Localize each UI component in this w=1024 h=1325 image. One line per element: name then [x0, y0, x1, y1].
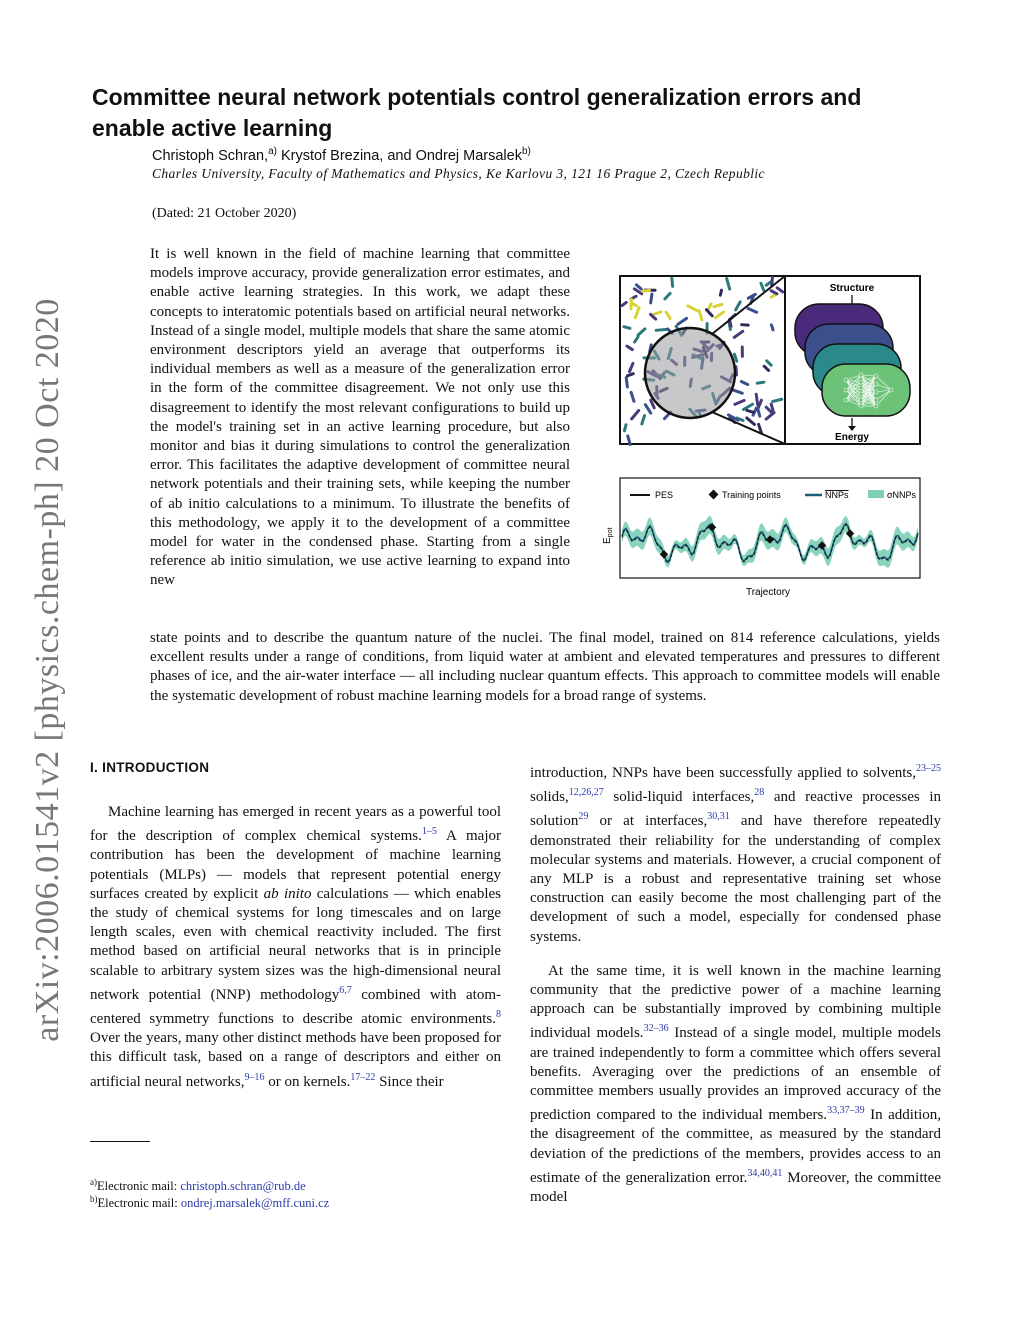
left-column: [90, 803, 501, 1092]
abstract-figure: [600, 268, 940, 608]
molecule-bond: [757, 382, 764, 383]
author-2-3: Krystof Brezina, and Ondrej Marsalek: [276, 147, 522, 164]
author-1-mark: a): [268, 146, 277, 157]
molecule-bond: [624, 327, 630, 329]
arxiv-stamp: arXiv:2006.01541v2 [physics.chem-ph] 20 Oct 2020: [29, 298, 66, 1042]
ref-link[interactable]: 9–16: [244, 1071, 265, 1083]
ref-link[interactable]: 33,37–39: [827, 1105, 865, 1117]
ref-link[interactable]: 28: [754, 787, 765, 799]
ref-link[interactable]: 34,40,41: [747, 1167, 783, 1179]
nn-node: [844, 388, 848, 392]
footnote-2: $^{b)}$Electronic mail: ondrej.marsalek@mff.cuni.cz: [90, 1194, 330, 1211]
nn-node: [889, 388, 893, 392]
nn-node: [859, 373, 863, 377]
author-1: Christoph Schran,: [152, 147, 269, 164]
molecule-bond: [624, 425, 626, 431]
ref-link[interactable]: 32–36: [643, 1023, 669, 1035]
molecule-bond: [771, 404, 773, 410]
y-axis-label: $E_{pot}$: [602, 527, 614, 544]
ref-link[interactable]: 29: [578, 811, 589, 823]
email-link[interactable]: ondrej.marsalek@mff.cuni.cz: [180, 1196, 330, 1211]
nn-node: [874, 382, 878, 386]
paper-title: Committee neural network potentials control generalization errors and enable active learning: [92, 84, 862, 141]
author-3-mark: b): [521, 146, 531, 157]
ref-link[interactable]: 30,31: [707, 811, 730, 823]
molecule-bond: [627, 374, 633, 376]
ref-link[interactable]: 6,7: [339, 984, 352, 996]
affiliation: Charles University, Faculty of Mathematics and Physics, Ke Karlovu 3, 121 16 Prague 2, Czech Republic: [152, 166, 765, 181]
legend-nnps: NNPs: [825, 490, 849, 500]
abstract-part-2: state points and to describe the quantum nature of the nuclei. The final model, trained on 814 reference calculations, yields excellent results under a range of conditions, from liquid water at ambient and elevated temperatures and pressures to different phases of ice, and the air-water interface — all including nuclear quantum effects. This approach to committee models will enable the systematic development of robust machine learning models for a broad range of systems.: [150, 630, 940, 704]
molecule-bond: [656, 329, 667, 330]
email-link[interactable]: christoph.schran@rub.de: [180, 1179, 306, 1194]
molecule-bond: [642, 290, 649, 291]
footnote-rule: [90, 1141, 150, 1142]
nn-node: [874, 390, 878, 394]
ref-link[interactable]: 8: [496, 1009, 501, 1021]
structure-label: Structure: [829, 283, 875, 294]
molecule-bond: [771, 325, 773, 330]
nn-node: [859, 398, 863, 402]
abstract-part-1: It is well known in the field of machine learning that committee models improve accuracy, provide generalization error estimates, and enable active learning strategies. In this work, we adapt these concepts to interatomic potentials based on artificial neural networks. Instead of a single model, multiple models that share the same atomic environment descriptors yield an average that outperforms its individual members as well as a measure of the generalization error in the form of the committee disagreement. We not only use this disagreement to identify the most relevant configurations to build up the model's training set in an active learning procedure, but also monitor and bias it during simulations to control the generalization error. This facilitates the adaptive development of committee neural network potentials and their training sets, while keeping the number of ab initio calculations to a minimum. To illustrate the benefits of this methodology, we apply it to the development of a committee model for water in the condensed phase. Starting from a single reference ab initio simulation, we use active learning to expand into new: [150, 246, 570, 589]
molecule-bond: [651, 294, 652, 303]
molecule-bond: [672, 278, 673, 286]
intro-paragraph-2: At the same time, it is well known in the machine learning community that the predictive power of a machine learning approach can be substantially improved by combining multiple individual models.$^{32-36}$ Instead of a single model, multiple models are trained independently to form a committee which offers several benefits. Averaging over the predictions of an ensemble of committee members usually provides an improved accuracy of the prediction compared to the individual members.$^{33,37-39}$ In addition, the disagreement of the committee, as measured by the standard deviation of the predictions of the members, provides access to an estimate of the generalization error.$^{34,40,41}$ Moreover, the committee model: [530, 962, 941, 1206]
x-axis-label: Trajectory: [745, 587, 791, 598]
energy-label: Energy: [835, 432, 869, 443]
intro-paragraph-1: Machine learning has emerged in recent years as a powerful tool for the description of complex chemical systems.$^{1-5}$ A major contribution has been the development of machine learning potentials (MLPs) — models that represent potential energy surfaces created by explicit ab inito calculations — which enables the study of chemical systems for long timescales and on large length scales, even with chemical reactivity included. The first method based on artificial neural networks that is in principle scalable to arbitrary system sizes was the high-dimensional neural network potential (NNP) methodology$^{6,7}$ combined with atom-centered symmetry functions to describe atomic environments.$^8$ Over the years, many other distinct methods have been proposed for this difficult task, based on a range of descriptors and either on artificial neural networks,$^{9-16}$ or on kernels.$^{17-22}$ Since their: [90, 804, 502, 1090]
nn-node: [874, 404, 878, 408]
nn-node: [859, 386, 863, 390]
legend-pes: PES: [655, 490, 674, 500]
nn-node: [859, 404, 863, 408]
nn-node: [844, 398, 848, 402]
nn-node: [874, 374, 878, 378]
legend-sigma: σNNPs: [887, 490, 917, 500]
intro-paragraph-1-cont: introduction, NNPs have been successfully applied to solvents,$^{23-25}$ solids,$^{12,26,27}$ solid-liquid interfaces,$^{28}$ and reactive processes in solution$^{29}$ or at interfaces,$^{30,31}$ and have therefore repeatedly demonstrated their reliability for the understanding of complex molecular systems and materials. However, a crucial component of any MLP is a robust and representative training set whose construction can easily become the most challenging part of the development of such a model, especially for condensed phase systems.: [530, 763, 941, 945]
nn-node: [874, 398, 878, 402]
molecule-bond: [773, 399, 782, 401]
molecule-bond: [734, 354, 736, 361]
ref-link[interactable]: 23–25: [916, 763, 941, 774]
legend-training: Training points: [722, 490, 781, 500]
ref-link[interactable]: 17–22: [350, 1071, 376, 1083]
molecule-bond: [756, 394, 757, 404]
molecule-bond: [720, 290, 721, 295]
nn-node: [859, 392, 863, 396]
authors: [152, 146, 531, 164]
molecule-bond: [747, 410, 753, 412]
right-column: [530, 759, 941, 1207]
ref-link[interactable]: 12,26,27: [568, 787, 604, 799]
footnote-1: $^{a)}$Electronic mail: christoph.schran@rub.de: [90, 1177, 306, 1194]
nn-node: [844, 378, 848, 382]
dated: (Dated: 21 October 2020): [152, 206, 297, 221]
nn-node: [859, 380, 863, 384]
molecule-bond: [758, 408, 760, 416]
section-heading-introduction: I. INTRODUCTION: [90, 760, 210, 775]
ref-link[interactable]: 1–5: [421, 826, 437, 838]
zoom-circle: [645, 328, 735, 418]
molecule-bond: [772, 277, 773, 286]
molecule-bond: [626, 378, 627, 387]
